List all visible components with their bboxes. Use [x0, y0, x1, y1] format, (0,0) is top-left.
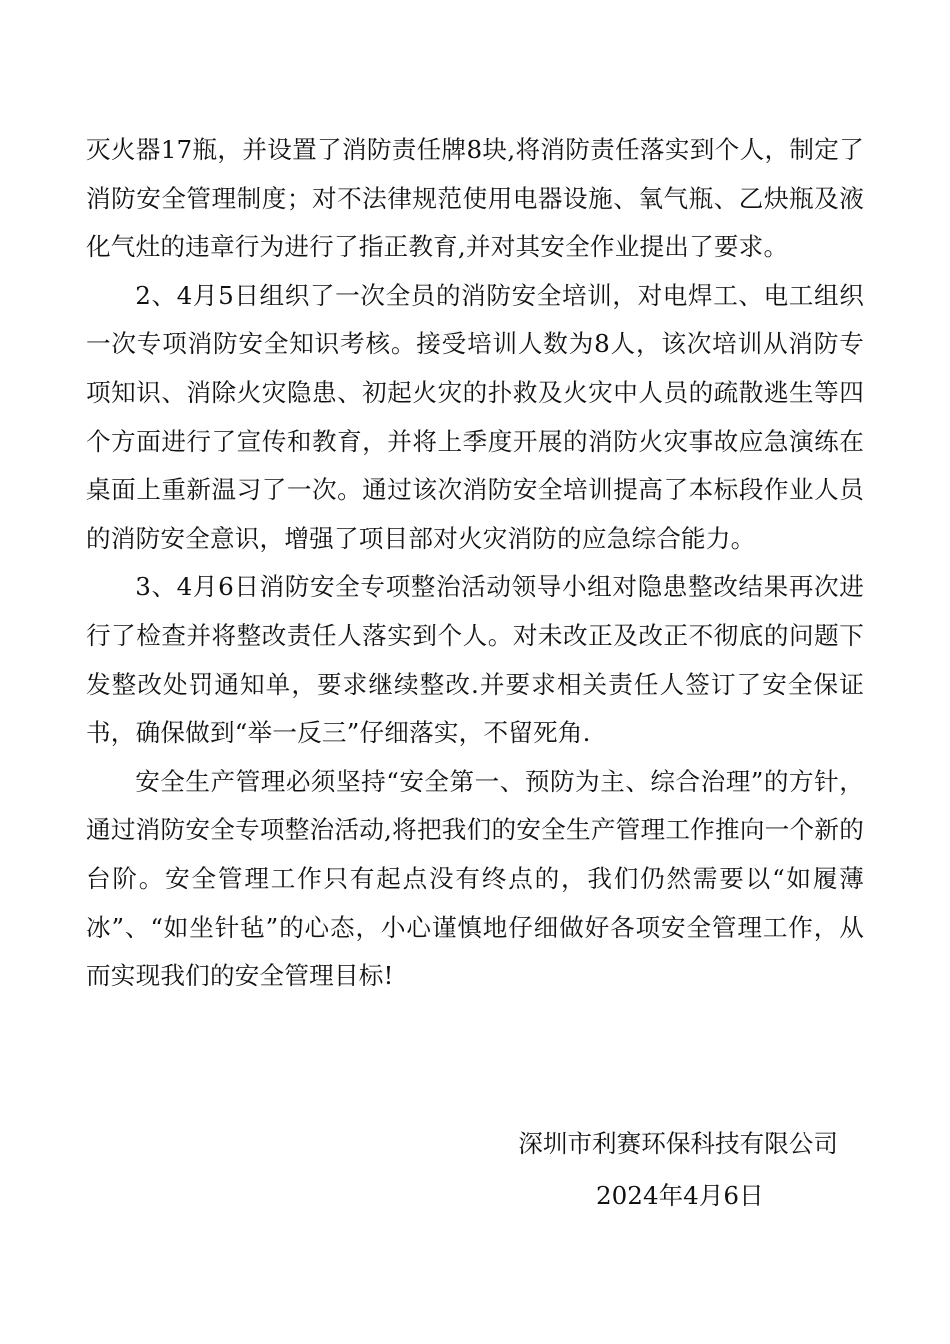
document-body: [86, 126, 864, 1001]
document-date: 2024年4月6日: [596, 1181, 764, 1210]
paragraph-continuation: 灭火器17瓶，并设置了消防责任牌8块,将消防责任落实到个人，制定了消防安全管理制度；对不法律规范使用电器设施、氧气瓶、乙炔瓶及液化气灶的违章行为进行了指正教育,并对其安全作业提出了要求。: [86, 135, 864, 262]
paragraph-conclusion: 安全生产管理必须坚持“安全第一、预防为主、综合治理”的方针，通过消防安全专项整治活动,将把我们的安全生产管理工作推向一个新的台阶。安全管理工作只有起点没有终点的，我们仍然需要以“如履薄冰”、“如坐针毡”的心态，小心谨慎地仔细做好各项安全管理工作，从而实现我们的安全管理目标!: [86, 766, 864, 991]
paragraph-item-3: 3、4月6日消防安全专项整治活动领导小组对隐患整改结果再次进行了检查并将整改责任人落实到个人。对未改正及改正不彻底的问题下发整改处罚通知单，要求继续整改.并要求相关责任人签订了安全保证书，确保做到“举一反三”仔细落实，不留死角.: [86, 572, 864, 748]
paragraph-item-2: 2、4月5日组织了一次全员的消防安全培训，对电焊工、电工组织一次专项消防安全知识考核。接受培训人数为8人，该次培训从消防专项知识、消除火灾隐患、初起火灾的扑救及火灾中人员的疏散逃生等四个方面进行了宣传和教育，并将上季度开展的消防火灾事故应急演练在桌面上重新温习了一次。通过该次消防安全培训提高了本标段作业人员的消防安全意识，增强了项目部对火灾消防的应急综合能力。: [86, 280, 864, 553]
company-signature: 深圳市利赛环保科技有限公司: [518, 1129, 838, 1158]
